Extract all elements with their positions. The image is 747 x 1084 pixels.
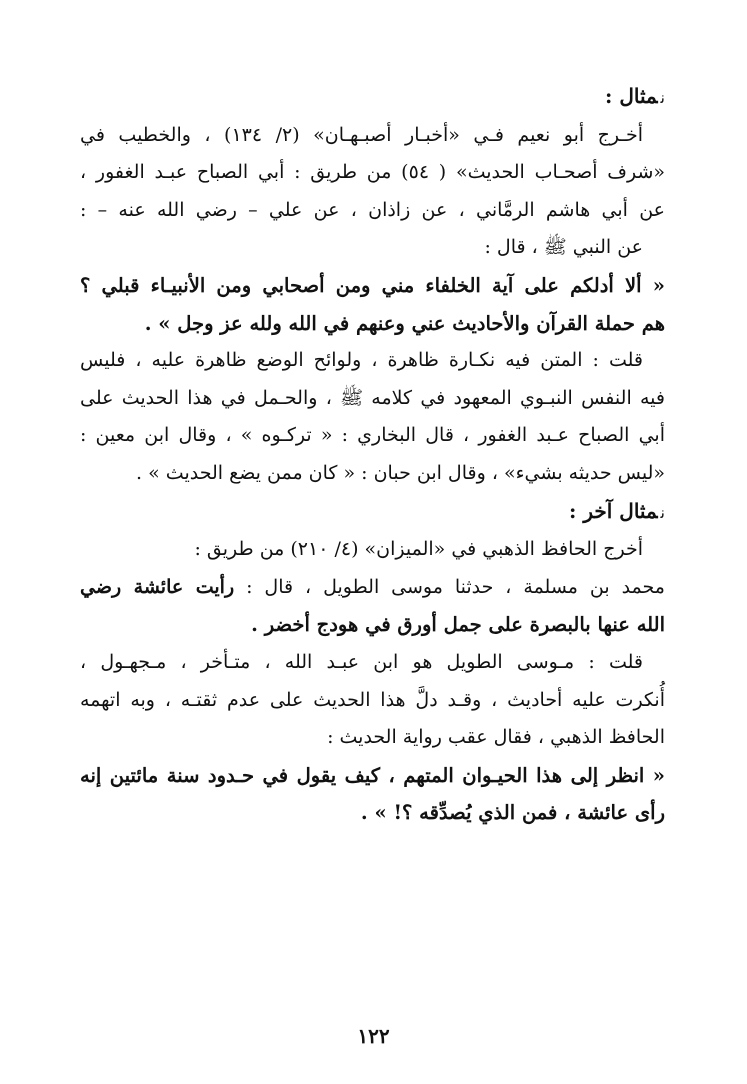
- heading-marker: ن: [660, 88, 665, 107]
- comment-line: قلت : مـوسى الطويل هو ابن عبـد الله ، متـأخر ، مـجهـول ،: [80, 650, 643, 673]
- text-line: «شرف أصحـاب الحديث» ( ٥٤) من طريق : أبي الصباح عبـد الغفور ،: [80, 161, 666, 184]
- hadith-quote-line: « ألا أدلكم على آية الخلفاء مني ومن أصحابي ومن الأنبيـاء قبلي ؟: [80, 273, 665, 297]
- text-line: أخرج الحافظ الذهبي في «الميزان» (٤/ ٢١٠) من طريق :: [194, 538, 643, 561]
- dhahabi-quote-line: « انظر إلى هذا الحيـوان المتهم ، كيف يقول في حـدود سنة مائتين إنه: [80, 763, 665, 787]
- text-line: عن النبي ﷺ ، قال :: [484, 236, 643, 259]
- heading-title: مثال :: [604, 84, 658, 108]
- comment-line: أُنكرت عليه أحاديث ، وقـد دلَّ هذا الحديث على عدم ثقتـه ، وبه اتهمه: [80, 688, 665, 711]
- page-number: ١٢٢: [357, 1024, 390, 1048]
- chain-line: [80, 569, 665, 607]
- chain-text: محمد بن مسلمة ، حدثنا موسى الطويل ، قال :: [246, 575, 665, 598]
- heading-marker: ن: [660, 502, 665, 522]
- text-line: أخـرج أبو نعيم فـي «أخبـار أصبـهـان» (٢/ ١٣٤) ، والخطيب في: [80, 123, 643, 146]
- example-heading-1: [80, 78, 665, 117]
- comment-line: «ليس حديثه بشيء» ، وقال ابن حبان : « كان ممن يضع الحديث » .: [136, 461, 665, 484]
- example-heading-2: [80, 493, 665, 532]
- comment-line: الحافظ الذهبي ، فقال عقب رواية الحديث :: [327, 726, 665, 749]
- heading-title: مثال آخر :: [569, 498, 658, 523]
- comment-line: أبي الصباح عـبد الغفور ، قال البخاري : « تركـوه » ، وقال ابن معين :: [80, 424, 665, 447]
- comment-line: قلت : المتن فيه نكـارة ظاهرة ، ولوائح الوضع ظاهرة عليه ، فليس: [80, 349, 643, 372]
- dhahabi-quote-line: رأى عائشة ، فمن الذي يُصدِّقه ؟! » .: [360, 801, 665, 825]
- chain-bold-line: الله عنها بالبصرة على جمل أورق في هودج أخضر .: [251, 613, 665, 637]
- text-line: عن أبي هاشم الرمَّاني ، عن زاذان ، عن علي – رضي الله عنه – :: [80, 198, 665, 221]
- chain-bold-text: رأيت عائشة رضي: [80, 575, 235, 598]
- comment-line: فيه النفس النبـوي المعهود في كلامه ﷺ ، والحـمل في هذا الحديث على: [80, 386, 665, 409]
- hadith-quote-line: هم حملة القرآن والأحاديث عني وعنهم في الله ولله عز وجل » .: [144, 311, 665, 335]
